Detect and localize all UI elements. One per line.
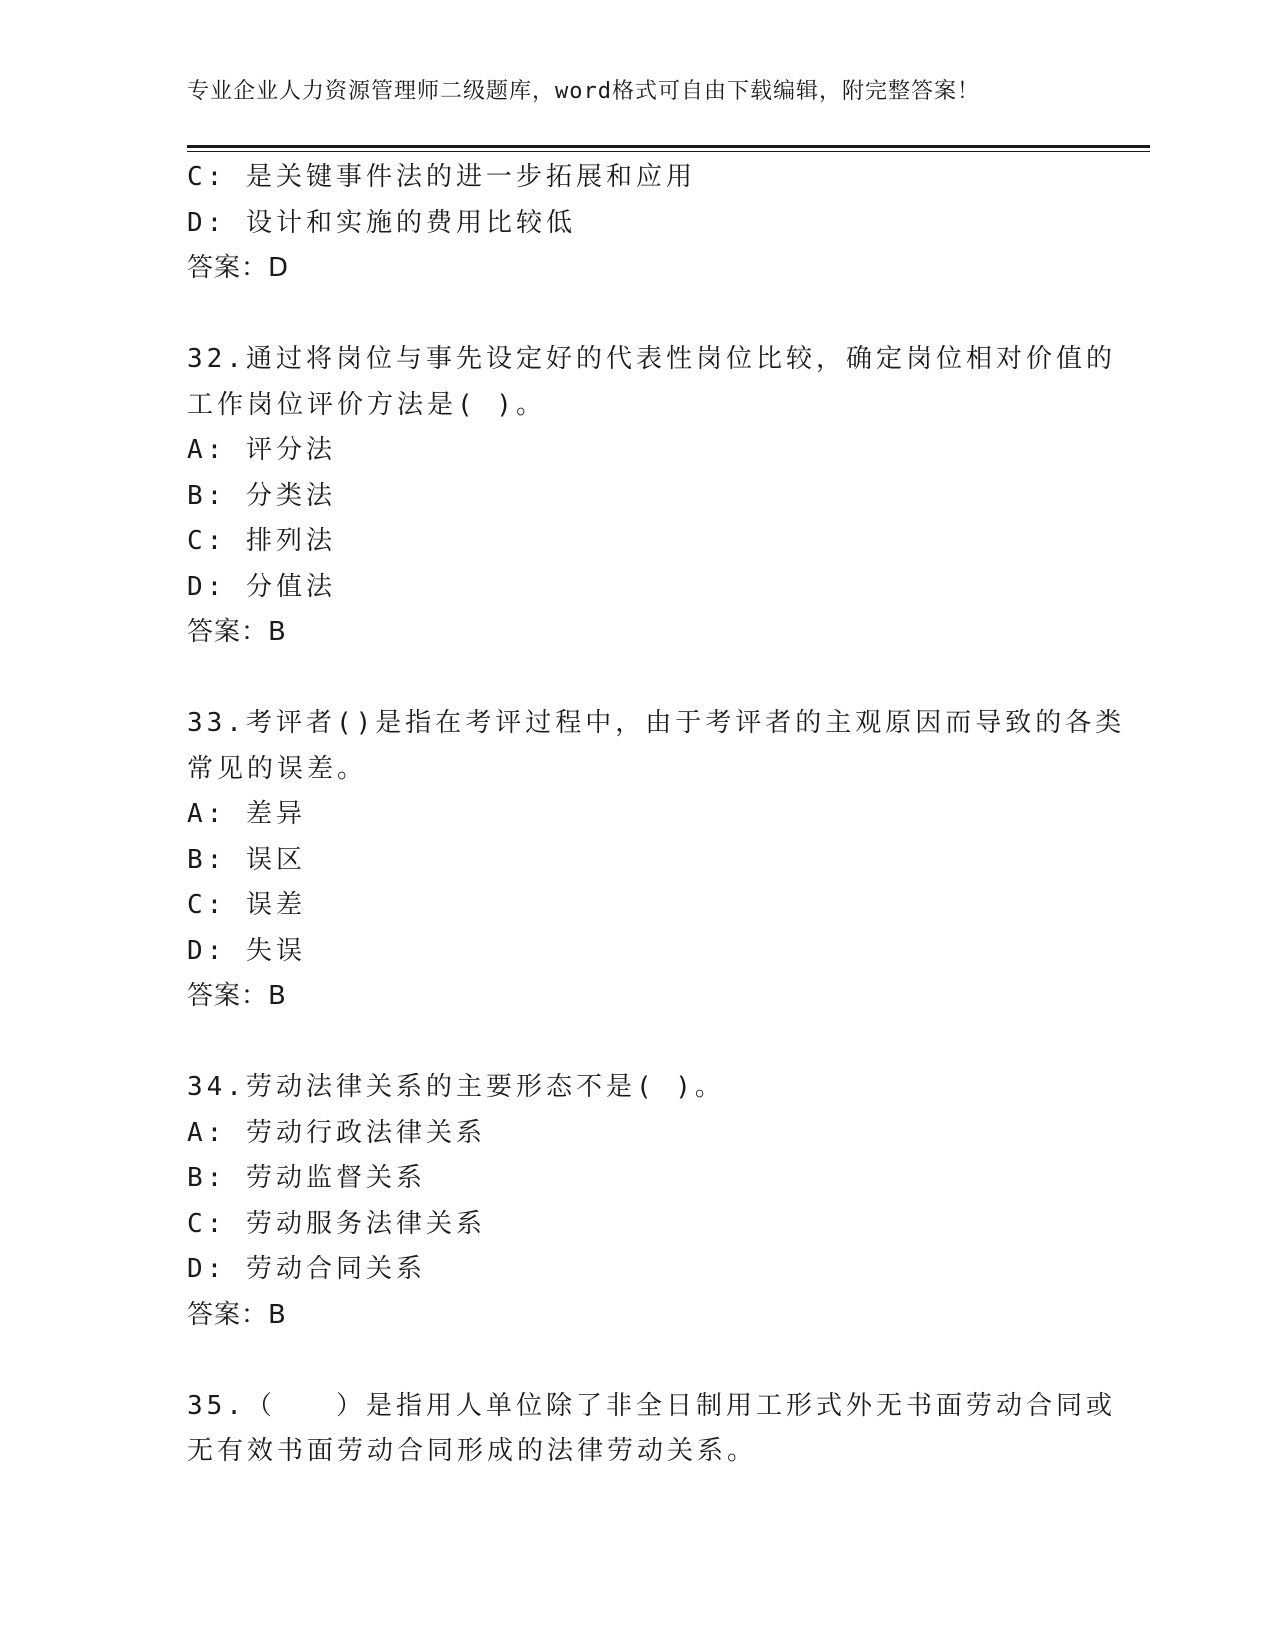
question-32 — [187, 337, 1147, 656]
header-divider-thin — [187, 151, 1150, 152]
option-c: C: 是关键事件法的进一步拓展和应用 — [187, 162, 696, 192]
option-a: A: 差异 — [187, 799, 306, 829]
spacer — [187, 1338, 1147, 1384]
question-list — [187, 155, 1147, 1475]
question-stem: 34.劳动法律关系的主要形态不是( )。 — [187, 1072, 725, 1102]
question-34 — [187, 1065, 1147, 1338]
option-d: D: 分值法 — [187, 571, 336, 602]
spacer — [187, 656, 1147, 702]
question-31-continued — [187, 155, 1147, 292]
question-stem: 无有效书面劳动合同形成的法律劳动关系。 — [187, 1436, 758, 1466]
option-d: D: 失误 — [187, 935, 306, 966]
question-stem: 工作岗位评价方法是( )。 — [187, 389, 546, 420]
spacer — [187, 292, 1147, 338]
option-b: B: 劳动监督关系 — [187, 1163, 426, 1193]
option-a: A: 劳动行政法律关系 — [187, 1117, 486, 1148]
option-c: C: 误差 — [187, 890, 306, 920]
option-b: B: 误区 — [187, 844, 306, 875]
option-c: C: 劳动服务法律关系 — [187, 1208, 486, 1239]
spacer — [187, 1020, 1147, 1066]
answer: 答案：B — [187, 981, 287, 1011]
question-35 — [187, 1384, 1147, 1475]
option-d: D: 设计和实施的费用比较低 — [187, 207, 576, 238]
page-header: 专业企业人力资源管理师二级题库，word格式可自由下载编辑，附完整答案！ — [187, 79, 980, 104]
option-c: C: 排列法 — [187, 526, 336, 556]
answer: 答案：B — [187, 1299, 287, 1330]
header-divider-thick — [187, 145, 1150, 148]
question-stem: 常见的误差。 — [187, 753, 368, 784]
question-33 — [187, 701, 1147, 1020]
option-a: A: 评分法 — [187, 435, 336, 465]
answer: 答案：B — [187, 617, 287, 647]
option-b: B: 分类法 — [187, 480, 336, 511]
option-d: D: 劳动合同关系 — [187, 1254, 426, 1284]
answer: 答案：D — [187, 253, 290, 283]
question-stem: 33.考评者()是指在考评过程中，由于考评者的主观原因而导致的各类 — [187, 708, 1126, 738]
question-stem: 32.通过将岗位与事先设定好的代表性岗位比较，确定岗位相对价值的 — [187, 344, 1116, 374]
question-stem: 35.（ ）是指用人单位除了非全日制用工形式外无书面劳动合同或 — [187, 1390, 1116, 1421]
